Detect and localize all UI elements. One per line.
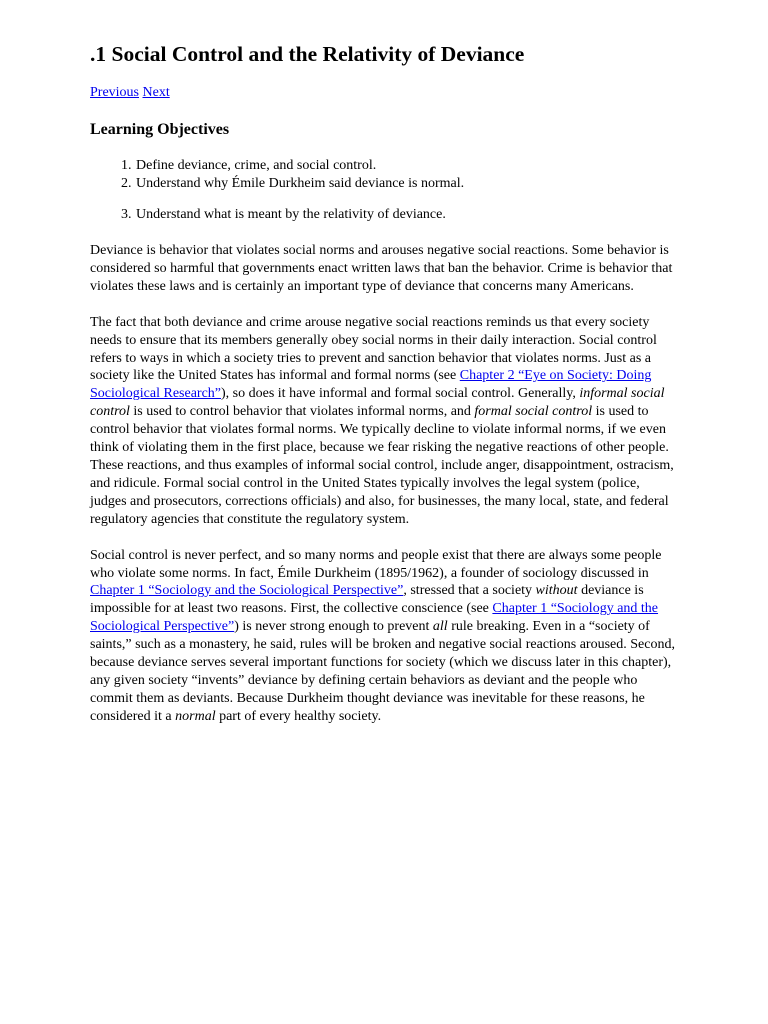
text-run: deviance is impossible for at least two reasons. First, the collective conscience (see (90, 583, 644, 617)
emphasis-informal-social-control: informal social control (90, 386, 665, 420)
chapter-1-link[interactable]: Chapter 1 “Sociology and the Sociological Perspective” (90, 583, 404, 599)
text-run: ), so does it have informal and formal social control. Generally, (221, 386, 580, 402)
emphasis-formal-social-control: formal social control (474, 404, 593, 420)
emphasis-without: without (535, 583, 578, 599)
paragraph-durkheim (90, 547, 678, 726)
text-run: ) is never strong enough to prevent (234, 619, 433, 635)
objective-item: 1. Define deviance, crime, and social control. (135, 157, 678, 175)
emphasis-normal: normal (175, 708, 216, 724)
text-run: The fact that both deviance and crime arouse negative social reactions reminds us that every society needs to ensure that its members generally obey social norms in their daily interaction. Social control refers to ways in which a society tries to prevent and sanction behavior that violates norms. Just as a society like the United States has informal and formal norms (see (90, 314, 657, 384)
objectives-list-continued (90, 206, 678, 224)
text-run: is used to control behavior that violates formal norms. We typically decline to violate informal norms, if we even think of violating them in the first place, because we fear risking the negative reactions of other people. These reactions, and thus examples of informal social control, include anger, disappointment, ostracism, and ridicule. Formal social control in the United States typically involves the legal system (police, judges and prosecutors, corrections officials) and also, for businesses, the many local, state, and federal regulatory agencies that constitute the regulatory system. (90, 404, 674, 527)
chapter-2-link[interactable]: Chapter 2 “Eye on Society: Doing Sociological Research” (90, 368, 652, 402)
paragraph-social-control (90, 314, 678, 529)
chapter-1-link[interactable]: Chapter 1 “Sociology and the Sociological Perspective” (90, 601, 659, 635)
objective-item: 2. Understand why Émile Durkheim said deviance is normal. (135, 175, 678, 193)
page-title: .1 Social Control and the Relativity of Deviance (90, 42, 525, 66)
objective-item: 3. Understand what is meant by the relativity of deviance. (135, 206, 678, 224)
text-run: , stressed that a society (403, 583, 536, 599)
text-run: part of every healthy society. (215, 708, 382, 724)
text-run: Social control is never perfect, and so many norms and people exist that there are always some people who violate some norms. In fact, Émile Durkheim (1895/1962), a founder of sociology discussed in (90, 547, 662, 581)
emphasis-all: all (432, 619, 448, 635)
next-link[interactable]: Next (142, 85, 170, 100)
text-run: rule breaking. Even in a “society of saints,” such as a monastery, he said, rules will be broken and negative social reactions aroused. Second, because deviance serves several important functions for society (which we discuss later in this chapter), any given society “invents” deviance by defining certain behaviors as deviant and the people who commit them as deviants. Because Durkheim thought deviance was inevitable for these reasons, he considered it a (90, 619, 675, 724)
objectives-list (90, 157, 678, 193)
learning-objectives-heading: Learning Objectives (90, 121, 230, 138)
previous-link[interactable]: Previous (90, 85, 139, 100)
text-run: is used to control behavior that violates informal norms, and (129, 404, 475, 420)
pagination-nav (90, 84, 678, 102)
paragraph-deviance-definition: Deviance is behavior that violates social norms and arouses negative social reactions. Some behavior is considered so harmful that governments enact written laws that ban the behavior. Crime is behavior that violates these laws and is certainly an important type of deviance that concerns many Americans. (90, 243, 673, 294)
